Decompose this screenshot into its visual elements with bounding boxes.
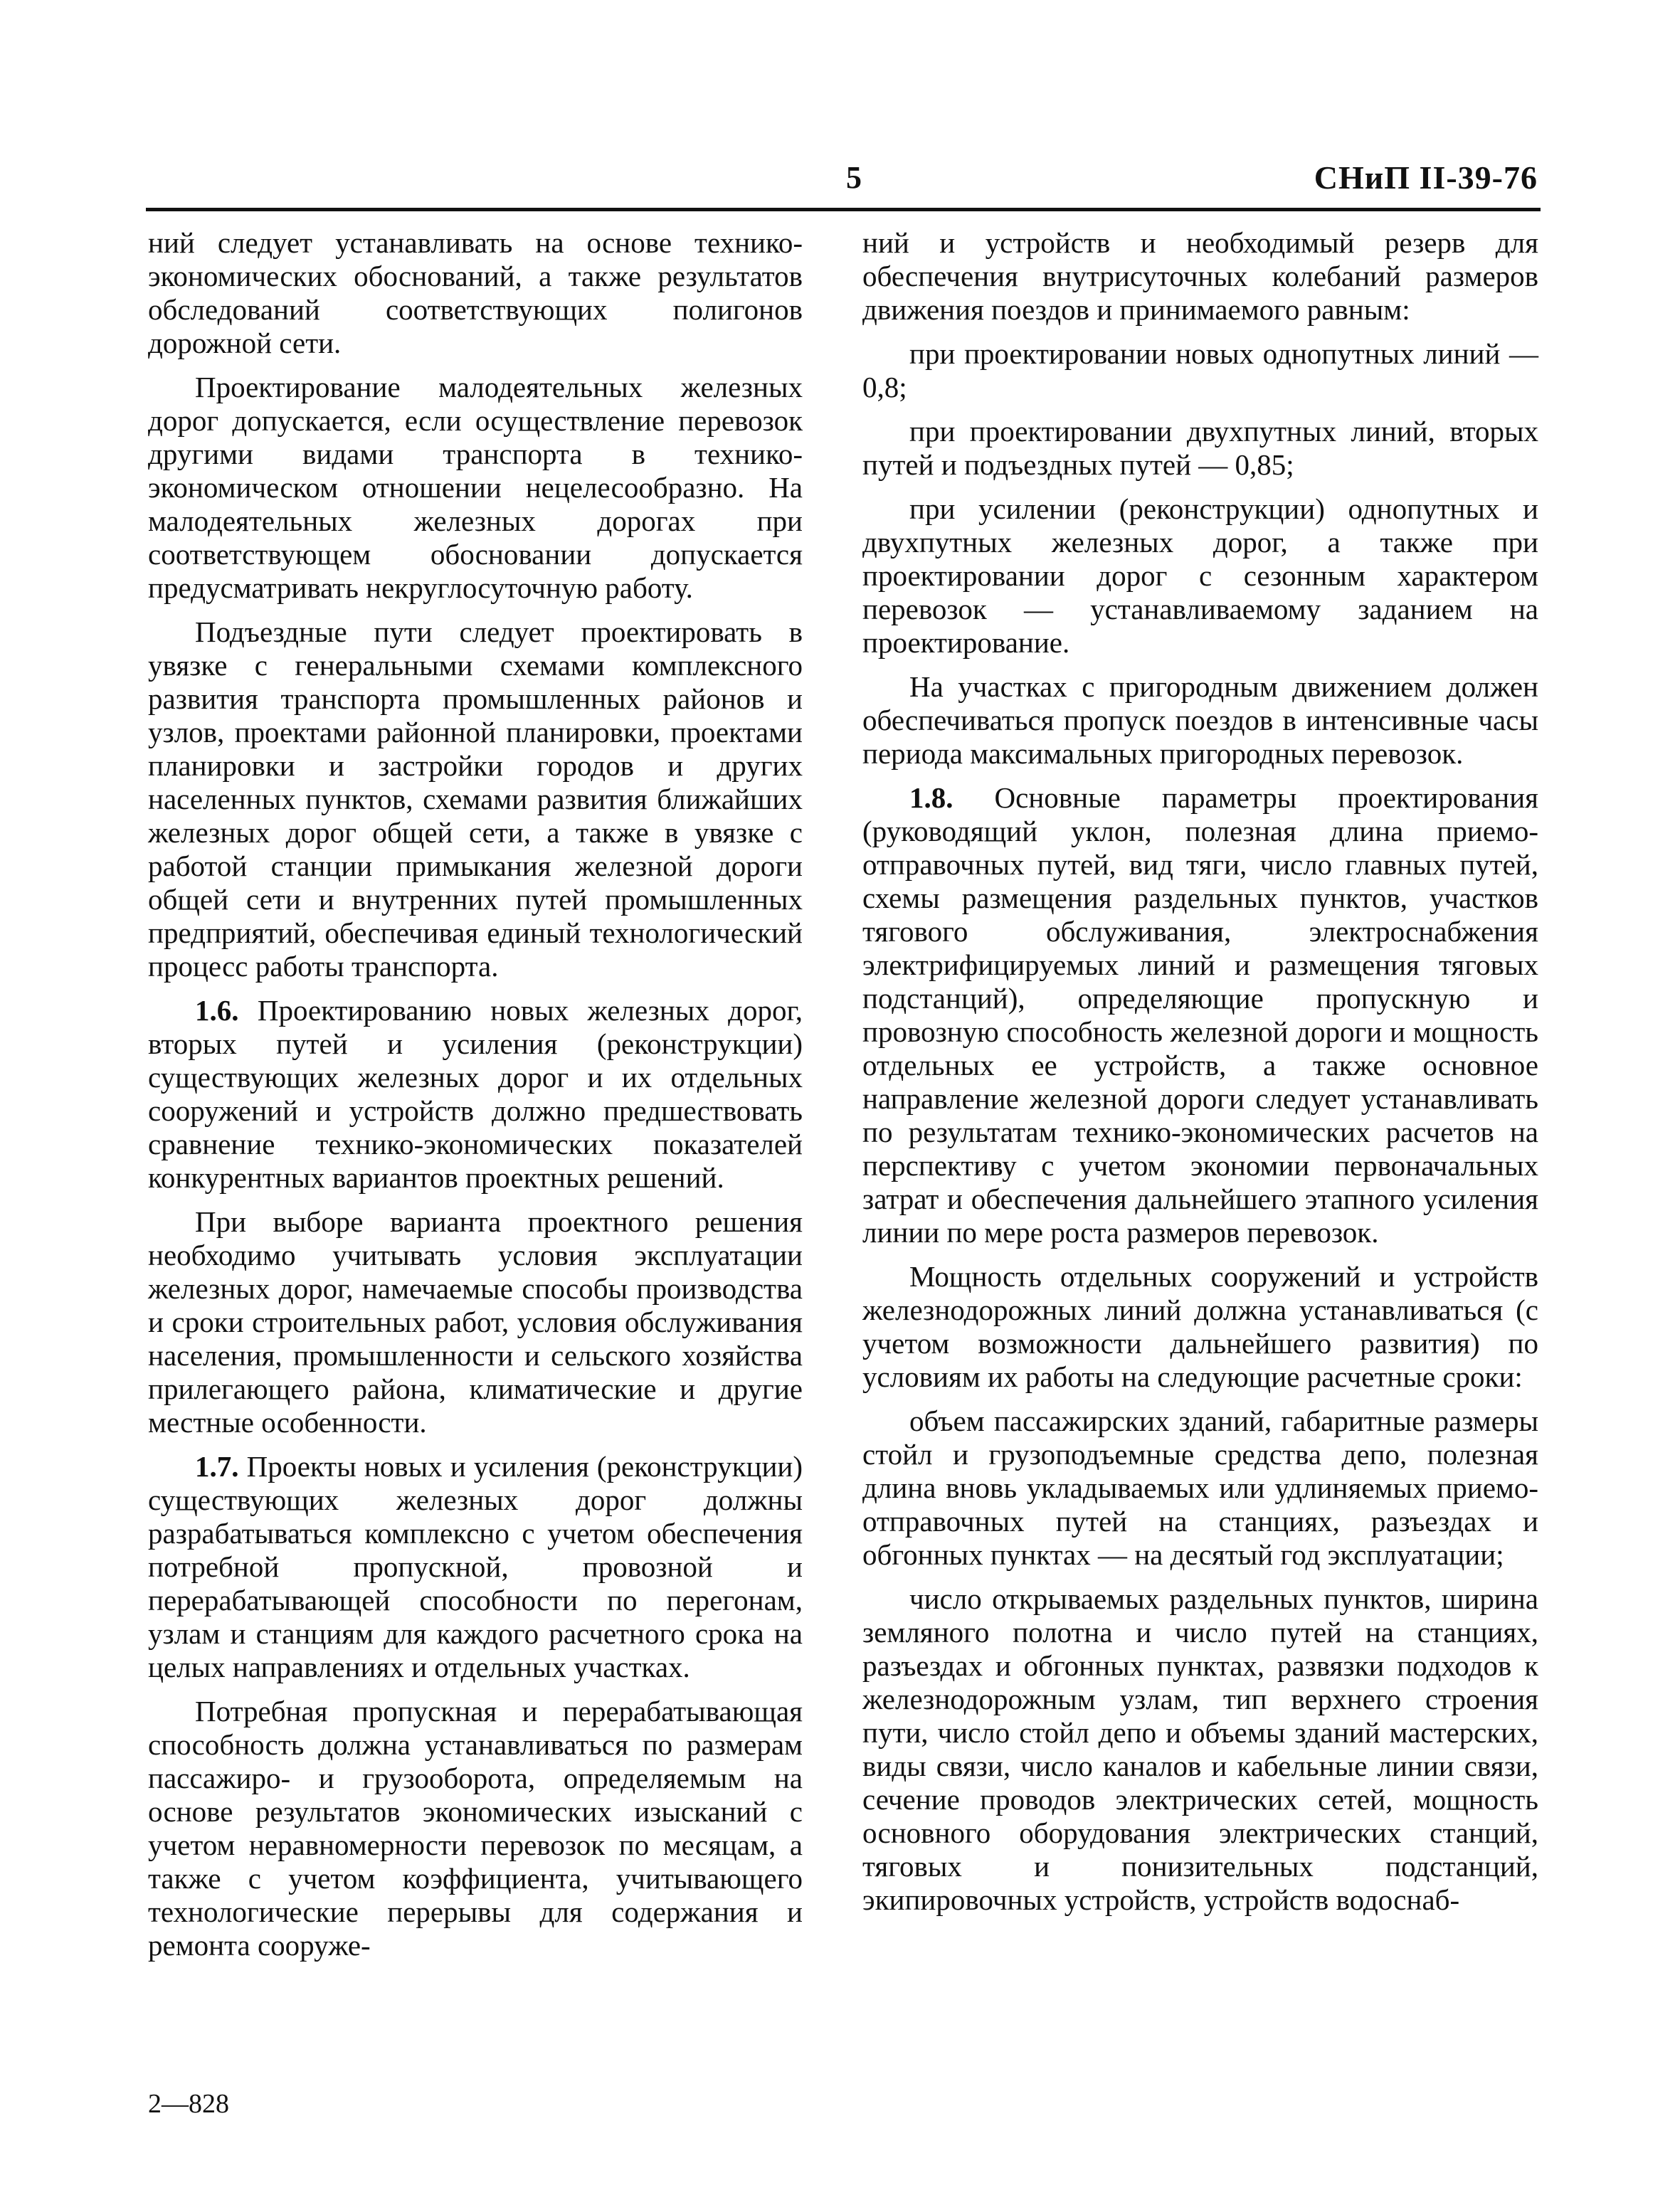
paragraph: Мощность отдельных сооружений и устройств железнодорожных линий должна устанавливаться (с учетом возможности дальнейшего развития) по условиям их работы на следующие расчетные сроки: [862,1260,1538,1393]
list-item: число открываемых раздельных пунктов, ширина земляного полотна и число путей на станциях, разъездах и обгонных пунктах, развязки подходов к железнодорожным узлам, тип верхнего строения пути, число стойл депо и объемы зданий мастерских, виды связи, число каналов и кабельные линии связи, сечение проводов электрических сетей, мощность основного оборудования электрических станций, тяговых и понизительных подстанций, экипировочных устройств, устройств водоснаб- [862,1582,1538,1916]
right-column [862,226,1538,1927]
section-number: 1.6. [195,994,239,1027]
paragraph: 1.8. Основные параметры проектирования (руководящий уклон, полезная длина приемо-отправочных путей, вид тяги, число главных путей, схемы размещения раздельных пунктов, участков тягового обслуживания, электроснабжения электрифицируемых линий и размещения тяговых подстанций), определяющие пропускную и провозную способность железной дороги и мощность отдельных ее устройств, а также основное направление железной дороги следует устанавливать по результатам технико-экономических расчетов на перспективу с учетом экономии первоначальных затрат и обеспечения дальнейшего этапного усиления линии по мере роста размеров перевозок. [862,781,1539,1249]
signature-mark: 2—828 [148,2089,229,2119]
list-item: при проектировании новых однопутных линий — 0,8; [862,337,1538,403]
list-item: при проектировании двухпутных линий, вторых путей и подъездных путей — 0,85; [862,415,1538,481]
list-item: объем пассажирских зданий, габаритные размеры стойл и грузоподъемные средства депо, полезная длина вновь укладываемых или удлиняемых приемо-отправочных путей на станциях, разъездах и обгонных пунктах — на десятый год эксплуатации; [862,1404,1538,1571]
paragraph: ний следует устанавливать на основе технико-экономических обоснований, а также результатов обследований соответствующих полигонов дорожной сети. [148,226,803,359]
paragraph: На участках с пригородным движением должен обеспечиваться пропуск поездов в интенсивные часы периода максимальных пригородных перевозок. [862,670,1538,770]
page-number: 5 [846,160,862,195]
paragraph: При выборе варианта проектного решения необходимо учитывать условия эксплуатации железных дорог, намечаемые способы производства и сроки строительных работ, условия обслуживания населения, промышленности и сельского хозяйства прилегающего района, климатические и другие местные особенности. [148,1205,803,1439]
paragraph: ний и устройств и необходимый резерв для обеспечения внутрисуточных колебаний размеров движения поездов и принимаемого равным: [862,226,1538,326]
paragraph: Проектирование малодеятельных железных дорог допускается, если осуществление перевозок другими видами транспорта в технико-экономическом отношении нецелесообразно. На малодеятельных железных дорогах при соответствующем обосновании допускается предусматривать некруглосуточную работу. [148,371,803,604]
paragraph: 1.7. Проекты новых и усиления (реконструкции) существующих железных дорог должны разрабатываться комплексно с учетом обеспечения потребной пропускной, провозной и перерабатывающей способности по перегонам, узлам и станциям для каждого расчетного срока на целых направлениях и отдельных участках. [148,1450,803,1683]
paragraph: 1.6. Проектированию новых железных дорог, вторых путей и усиления (реконструкции) существующих железных дорог и их отдельных сооружений и устройств должно предшествовать сравнение технико-экономических показателей конкурентных вариантов проектных решений. [148,994,803,1194]
header-rule [146,208,1541,211]
list-item: при усилении (реконструкции) однопутных и двухпутных железных дорог, а также при проектировании дорог с сезонным характером перевозок — устанавливаемому заданием на проектирование. [862,492,1538,659]
section-number: 1.8. [909,781,953,814]
section-number: 1.7. [195,1450,239,1483]
left-column [148,226,803,1973]
paragraph: Подъездные пути следует проектировать в увязке с генеральными схемами комплексного развития транспорта промышленных районов и узлов, проектами районной планировки, проектами планировки и застройки городов и других населенных пунктов, схемами развития ближайших железных дорог общей сети, а также в увязке с работой станции примыкания железной дороги общей сети и внутренних путей промышленных предприятий, обеспечивая единый технологический процесс работы транспорта. [148,615,803,983]
paragraph: Потребная пропускная и перерабатывающая способность должна устанавливаться по размерам пассажиро- и грузооборота, определяемым на основе результатов экономических изысканий с учетом неравномерности перевозок по месяцам, а также с учетом коэффициента, учитывающего технологические перерывы для содержания и ремонта сооруже- [148,1695,803,1962]
document-code: СНиП II-39-76 [1314,159,1538,196]
